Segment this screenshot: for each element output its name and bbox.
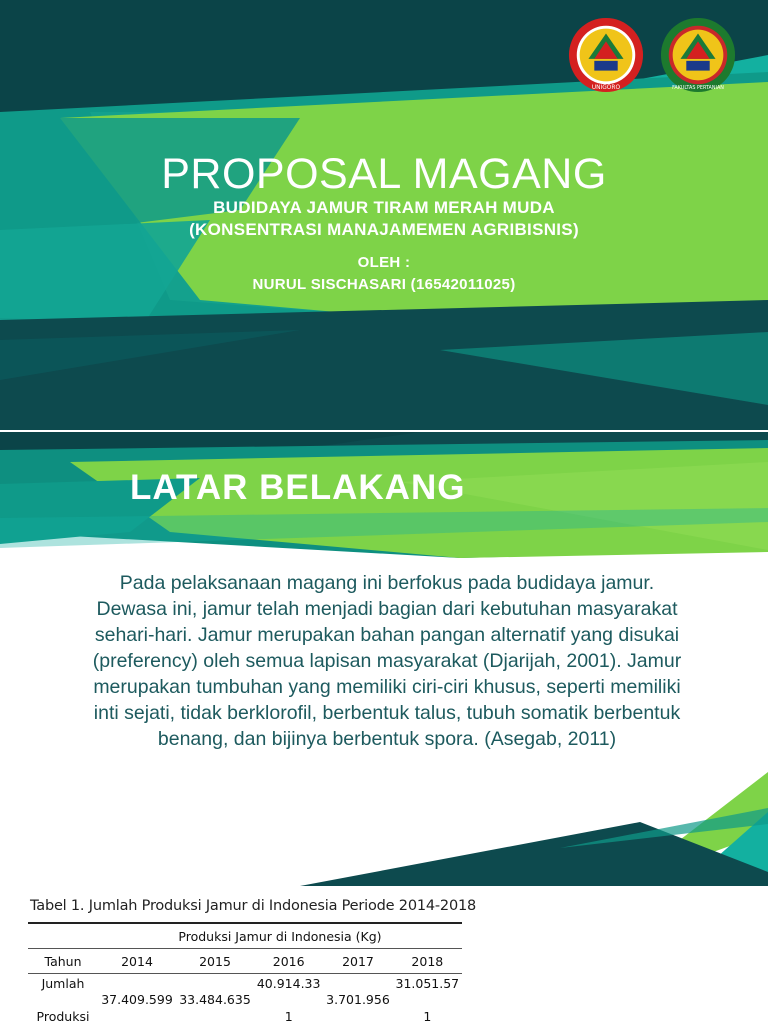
university-logo-right <box>659 16 737 94</box>
table-row <box>28 1007 462 1024</box>
table-year-cell: 2015 <box>176 949 254 974</box>
university-logo-left <box>567 16 645 94</box>
slide1-subtitle-line2: (KONSENTRASI MANAJAMEMEN AGRIBISNIS) <box>189 220 579 239</box>
table-cell <box>393 992 462 1007</box>
table-cell: 37.409.599 <box>101 992 173 1007</box>
table-cell <box>254 992 323 1007</box>
table-group-header: Produksi Jamur di Indonesia (Kg) <box>98 923 462 949</box>
table-cell: 1 <box>284 1008 293 1024</box>
table-cell: 1 <box>423 1008 432 1024</box>
table-cell <box>176 974 254 993</box>
table-year-cell: 2018 <box>393 949 462 974</box>
table-cell <box>98 1007 176 1024</box>
background-slide <box>0 432 768 1024</box>
table-row-label-line1: Jumlah <box>41 975 85 991</box>
table-row <box>28 992 462 1007</box>
logo-right-text: FAKULTAS PERTANIAN <box>672 85 724 92</box>
table-cell <box>98 974 176 993</box>
table-corner-cell <box>28 923 98 949</box>
table-cell <box>176 1007 254 1024</box>
table-header-row <box>28 949 462 974</box>
slide2-body-text: Pada pelaksanaan magang ini berfokus pada budidaya jamur. Dewasa ini, jamur telah menjadi bagian dari kebutuhan masyarakat sehari-hari. Jamur merupakan bahan pangan alternatif yang disukai (preferency) oleh semua lapisan masyarakat (Djarijah, 2001). Jamur merupakan tumbuhan yang memiliki ciri-ciri khusus, seperti memiliki inti sejati, tidak berklorofil, berbentuk talus, tubuh somatik berbentuk benang, dan bijinya berbentuk spora. (Asegab, 2011) <box>92 572 682 750</box>
slide1-author: NURUL SISCHASARI (16542011025) <box>252 276 516 293</box>
table-year-label: Tahun <box>28 949 98 974</box>
table-row <box>28 974 462 993</box>
table-cell: 31.051.57 <box>395 975 460 991</box>
table-row-label-mid <box>28 992 98 1007</box>
slide1-subtitle-line1: BUDIDAYA JAMUR TIRAM MERAH MUDA <box>213 198 555 217</box>
title-slide <box>0 0 768 430</box>
table-year-cell: 2017 <box>323 949 392 974</box>
table-row-label-line2: Produksi <box>36 1008 90 1024</box>
table-cell: 33.484.635 <box>179 992 251 1007</box>
table-cell <box>323 1007 392 1024</box>
slide1-title: PROPOSAL MAGANG <box>161 150 607 198</box>
slide2-title: LATAR BELAKANG <box>130 468 466 507</box>
table-caption: Tabel 1. Jumlah Produksi Jamur di Indonesia Periode 2014-2018 <box>30 898 477 914</box>
slide1-by-label: OLEH : <box>357 254 411 271</box>
production-table <box>28 922 462 1024</box>
table-cell: 40.914.33 <box>256 975 321 991</box>
table-cell <box>323 974 392 993</box>
table-year-cell: 2016 <box>254 949 323 974</box>
logo-left-text: UNIGORO <box>591 85 621 92</box>
table-cell: 3.701.956 <box>326 992 390 1007</box>
table-year-cell: 2014 <box>98 949 176 974</box>
